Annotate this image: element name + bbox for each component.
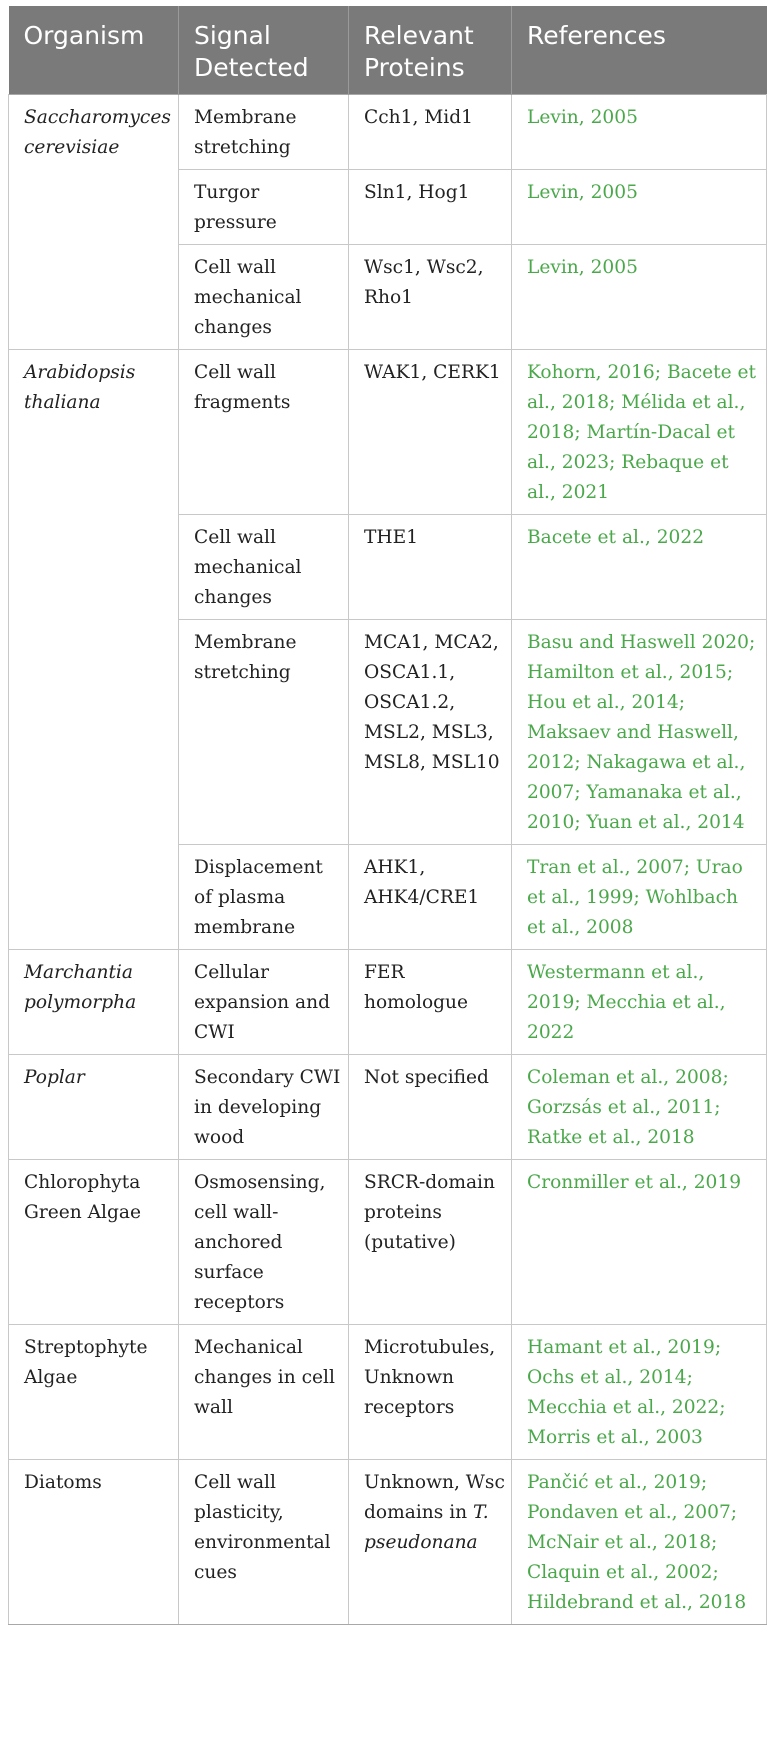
organism-name: Marchantia polymorpha xyxy=(24,962,137,1013)
reference-separator: ; xyxy=(683,857,690,878)
reference-separator: ; xyxy=(714,1337,722,1358)
reference-link[interactable]: Pančić et al., 2019 xyxy=(527,1472,701,1493)
reference-separator: ; xyxy=(574,422,581,443)
proteins-cell: Microtubules, Unknown receptors xyxy=(349,1325,512,1460)
proteins-cell xyxy=(349,1460,512,1625)
reference-separator: ; xyxy=(609,452,616,473)
reference-separator: ; xyxy=(711,1532,718,1553)
reference-separator: ; xyxy=(722,1067,729,1088)
proteins-cell: Cch1, Mid1 xyxy=(349,95,512,170)
table-row xyxy=(9,1160,767,1325)
references-cell xyxy=(512,515,767,620)
table-row xyxy=(9,1325,767,1460)
signal-cell: Cell wall fragments xyxy=(179,350,349,515)
header-signal: Signal Detected xyxy=(179,6,349,95)
references-cell xyxy=(512,95,767,170)
references-cell xyxy=(512,1325,767,1460)
reference-link[interactable]: Levin, 2005 xyxy=(527,257,638,278)
references-cell xyxy=(512,1460,767,1625)
table-row xyxy=(9,350,767,515)
reference-link[interactable]: Basu and Haswell 2020 xyxy=(527,632,749,653)
reference-link[interactable]: Nakagawa et al., 2007 xyxy=(527,752,746,803)
table-row xyxy=(9,950,767,1055)
organism-cell xyxy=(9,950,179,1055)
organism-name: Poplar xyxy=(24,1067,85,1088)
reference-separator: ; xyxy=(574,782,581,803)
organism-cell: Streptophyte Algae xyxy=(9,1325,179,1460)
reference-separator: ; xyxy=(609,392,616,413)
reference-link[interactable]: Westermann et al., 2019 xyxy=(527,962,705,1013)
header-references: References xyxy=(512,6,767,95)
reference-separator: ; xyxy=(574,812,581,833)
reference-link[interactable]: Mecchia et al., 2022 xyxy=(527,1397,720,1418)
reference-link[interactable]: Mélida et al., 2018 xyxy=(527,392,746,443)
reference-separator: ; xyxy=(678,692,686,713)
signal-cell: Secondary CWI in developing wood xyxy=(179,1055,349,1160)
reference-link[interactable]: Hou et al., 2014 xyxy=(527,692,679,713)
reference-separator: ; xyxy=(654,362,662,383)
signal-cell: Cell wall plasticity, environmental cues xyxy=(179,1460,349,1625)
reference-link[interactable]: Rebaque et al., 2021 xyxy=(527,452,729,503)
reference-link[interactable]: Cronmiller et al., 2019 xyxy=(527,1172,742,1193)
reference-link[interactable]: Gorzsás et al., 2011 xyxy=(527,1097,715,1118)
references-cell xyxy=(512,245,767,350)
reference-separator: ; xyxy=(686,1367,693,1388)
signal-cell: Cellular expansion and CWI xyxy=(179,950,349,1055)
signal-cell: Osmosensing, cell wall-anchored surface receptors xyxy=(179,1160,349,1325)
organism-cell xyxy=(9,350,179,950)
signaling-table xyxy=(8,6,767,1625)
header-row xyxy=(9,6,767,95)
reference-link[interactable]: Urao et al., 1999 xyxy=(527,857,743,908)
reference-separator: ; xyxy=(714,1097,721,1118)
references-cell xyxy=(512,620,767,845)
reference-link[interactable]: Coleman et al., 2008 xyxy=(527,1067,723,1088)
organism-cell xyxy=(9,1055,179,1160)
reference-link[interactable]: Bacete et al., 2018 xyxy=(527,362,756,413)
reference-link[interactable]: Hildebrand et al., 2018 xyxy=(527,1592,747,1613)
organism-cell: Chlorophyta Green Algae xyxy=(9,1160,179,1325)
signal-cell: Mechanical changes in cell wall xyxy=(179,1325,349,1460)
reference-link[interactable]: Bacete et al., 2022 xyxy=(527,527,705,548)
reference-separator: ; xyxy=(712,1562,719,1583)
references-cell xyxy=(512,950,767,1055)
reference-separator: ; xyxy=(748,632,756,653)
reference-link[interactable]: Wohlbach et al., 2008 xyxy=(527,887,739,938)
proteins-cell: Wsc1, Wsc2, Rho1 xyxy=(349,245,512,350)
references-cell xyxy=(512,1055,767,1160)
organism-name: Saccharomyces cerevisiae xyxy=(24,107,171,158)
proteins-cell: THE1 xyxy=(349,515,512,620)
signal-cell: Membrane stretching xyxy=(179,620,349,845)
reference-separator: ; xyxy=(719,1397,726,1418)
reference-separator: ; xyxy=(574,752,581,773)
header-organism: Organism xyxy=(9,6,179,95)
reference-link[interactable]: Maksaev and Haswell, 2012 xyxy=(527,722,739,773)
reference-link[interactable]: Yamanaka et al., 2010 xyxy=(527,782,742,833)
reference-separator: ; xyxy=(574,992,581,1013)
signal-cell: Membrane stretching xyxy=(179,95,349,170)
reference-link[interactable]: Ratke et al., 2018 xyxy=(527,1127,695,1148)
signal-cell: Displacement of plasma membrane xyxy=(179,845,349,950)
reference-separator: ; xyxy=(700,1472,708,1493)
signal-cell: Turgor pressure xyxy=(179,170,349,245)
table-row xyxy=(9,1055,767,1160)
reference-link[interactable]: Tran et al., 2007 xyxy=(527,857,684,878)
reference-link[interactable]: Ochs et al., 2014 xyxy=(527,1367,687,1388)
reference-link[interactable]: Mecchia et al., 2022 xyxy=(527,992,726,1043)
table-row xyxy=(9,1460,767,1625)
proteins-cell: SRCR-domain proteins (putative) xyxy=(349,1160,512,1325)
organism-cell: Diatoms xyxy=(9,1460,179,1625)
proteins-cell: MCA1, MCA2, OSCA1.1, OSCA1.2, MSL2, MSL3, MSL8, MSL10 xyxy=(349,620,512,845)
organism-name: Arabidopsis thaliana xyxy=(24,362,136,413)
reference-link[interactable]: McNair et al., 2018 xyxy=(527,1532,712,1553)
signal-cell: Cell wall mechanical changes xyxy=(179,515,349,620)
reference-link[interactable]: Hamilton et al., 2015 xyxy=(527,662,727,683)
signal-cell: Cell wall mechanical changes xyxy=(179,245,349,350)
proteins-cell: Sln1, Hog1 xyxy=(349,170,512,245)
table-row xyxy=(9,95,767,170)
proteins-text: Unknown, Wsc domains in xyxy=(364,1472,505,1523)
reference-link[interactable]: Morris et al., 2003 xyxy=(527,1427,703,1448)
references-cell xyxy=(512,1160,767,1325)
references-cell xyxy=(512,350,767,515)
species-name: T. pseudonana xyxy=(364,1502,489,1553)
reference-link[interactable]: Claquin et al., 2002 xyxy=(527,1562,713,1583)
organism-cell xyxy=(9,95,179,350)
proteins-cell: AHK1, AHK4/CRE1 xyxy=(349,845,512,950)
reference-link[interactable]: Hamant et al., 2019 xyxy=(527,1337,715,1358)
proteins-cell: FER homologue xyxy=(349,950,512,1055)
reference-link[interactable]: Kohorn, 2016 xyxy=(527,362,655,383)
reference-separator: ; xyxy=(633,887,640,908)
reference-link[interactable]: Levin, 2005 xyxy=(527,107,638,128)
reference-separator: ; xyxy=(726,662,734,683)
reference-link[interactable]: Martín-Dacal et al., 2023 xyxy=(527,422,736,473)
reference-separator: ; xyxy=(730,1502,738,1523)
reference-link[interactable]: Pondaven et al., 2007 xyxy=(527,1502,731,1523)
reference-link[interactable]: Levin, 2005 xyxy=(527,182,638,203)
references-cell xyxy=(512,170,767,245)
reference-link[interactable]: Yuan et al., 2014 xyxy=(586,812,745,833)
proteins-cell: Not specified xyxy=(349,1055,512,1160)
header-proteins: Relevant Proteins xyxy=(349,6,512,95)
proteins-cell: WAK1, CERK1 xyxy=(349,350,512,515)
references-cell xyxy=(512,845,767,950)
